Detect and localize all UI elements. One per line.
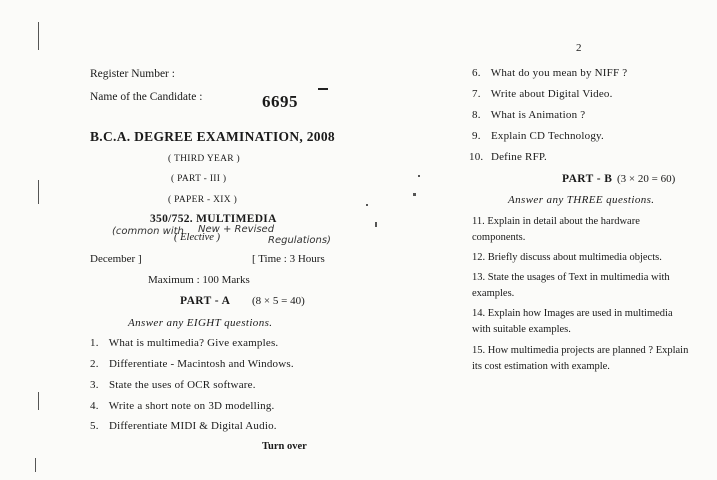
question-number: 11. bbox=[472, 216, 485, 227]
question-number: 1. bbox=[90, 337, 99, 349]
question-number: 2. bbox=[90, 358, 99, 370]
question-text: State the uses of OCR software. bbox=[108, 379, 256, 391]
question-text: Write a short note on 3D modelling. bbox=[108, 400, 275, 412]
part-a-marks: (8 × 5 = 40) bbox=[252, 295, 305, 307]
candidate-name-label: Name of the Candidate : bbox=[90, 91, 203, 103]
question-item bbox=[472, 67, 627, 79]
question-item bbox=[469, 151, 547, 163]
scan-edge-mark bbox=[38, 22, 39, 50]
question-item bbox=[90, 400, 275, 412]
question-item bbox=[472, 270, 692, 302]
exam-year: ( THIRD YEAR ) bbox=[168, 154, 241, 164]
scan-edge-mark bbox=[38, 392, 39, 410]
exam-month: December ] bbox=[90, 253, 142, 265]
question-text: Explain CD Technology. bbox=[490, 130, 604, 142]
question-text: Differentiate - Macintosh and Windows. bbox=[108, 358, 294, 370]
question-number: 8. bbox=[472, 109, 481, 121]
part-a-title: PART - A bbox=[180, 295, 231, 307]
question-text: Write about Digital Video. bbox=[490, 88, 613, 100]
subject-title: 350/752. MULTIMEDIA bbox=[150, 213, 277, 225]
question-text: Explain how Images are used in multimedia with suitable examples. bbox=[472, 308, 673, 335]
part-b-marks: (3 × 20 = 60) bbox=[617, 173, 676, 185]
exam-title: B.C.A. DEGREE EXAMINATION, 2008 bbox=[90, 129, 335, 144]
question-item bbox=[90, 420, 277, 432]
scan-edge-mark bbox=[38, 180, 39, 204]
question-item bbox=[472, 109, 585, 121]
handwritten-note: Regulations) bbox=[268, 235, 331, 246]
question-text: Explain in detail about the hardware components. bbox=[472, 216, 640, 243]
question-number: 9. bbox=[472, 130, 481, 142]
page-number: 2 bbox=[576, 42, 582, 54]
question-text: State the usages of Text in multimedia with examples. bbox=[472, 272, 670, 299]
part-b-title: PART - B bbox=[562, 173, 613, 185]
question-text: Briefly discuss about multimedia objects. bbox=[487, 252, 662, 263]
question-item bbox=[472, 130, 604, 142]
part-b-instruction: Answer any THREE questions. bbox=[508, 194, 655, 206]
exam-time: [ Time : 3 Hours bbox=[252, 253, 325, 265]
question-number: 12. bbox=[472, 252, 486, 263]
exam-part: ( PART - III ) bbox=[171, 174, 227, 184]
question-number: 10. bbox=[469, 151, 484, 163]
question-number: 13. bbox=[472, 272, 486, 283]
question-text: Differentiate MIDI & Digital Audio. bbox=[108, 420, 277, 432]
question-item bbox=[472, 214, 692, 246]
question-number: 3. bbox=[90, 379, 99, 391]
exam-code: 6695 bbox=[262, 92, 298, 111]
question-number: 4. bbox=[90, 400, 99, 412]
register-number-label: Register Number : bbox=[90, 68, 175, 80]
question-item bbox=[472, 343, 692, 375]
question-text: What is multimedia? Give examples. bbox=[108, 337, 279, 349]
question-number: 7. bbox=[472, 88, 481, 100]
turn-over-note: Turn over bbox=[262, 441, 307, 452]
scan-speck bbox=[375, 222, 377, 227]
handwritten-note: (common with bbox=[112, 226, 184, 237]
elective-label: ( Elective ) bbox=[174, 232, 221, 243]
question-item bbox=[90, 379, 256, 391]
handwritten-note: New + Revised bbox=[198, 224, 275, 235]
question-item bbox=[472, 88, 613, 100]
question-number: 14. bbox=[472, 308, 486, 319]
question-text: What is Animation ? bbox=[490, 109, 586, 121]
question-text: What do you mean by NIFF ? bbox=[490, 67, 628, 79]
question-text: How multimedia projects are planned ? Explain its cost estimation with example. bbox=[472, 345, 689, 372]
scan-speck bbox=[418, 175, 420, 177]
question-number: 6. bbox=[472, 67, 481, 79]
question-item bbox=[472, 250, 692, 266]
scan-edge-mark bbox=[35, 458, 36, 472]
maximum-marks: Maximum : 100 Marks bbox=[148, 274, 250, 286]
question-number: 5. bbox=[90, 420, 99, 432]
question-text: Define RFP. bbox=[490, 151, 547, 163]
question-item bbox=[90, 337, 278, 349]
question-item bbox=[90, 358, 294, 370]
question-item bbox=[472, 306, 692, 338]
question-number: 15. bbox=[472, 345, 486, 356]
exam-paper: ( PAPER - XIX ) bbox=[168, 195, 238, 205]
scan-speck bbox=[413, 193, 416, 196]
part-a-instruction: Answer any EIGHT questions. bbox=[128, 317, 273, 329]
scan-speck bbox=[366, 204, 368, 206]
code-dash bbox=[318, 88, 328, 90]
